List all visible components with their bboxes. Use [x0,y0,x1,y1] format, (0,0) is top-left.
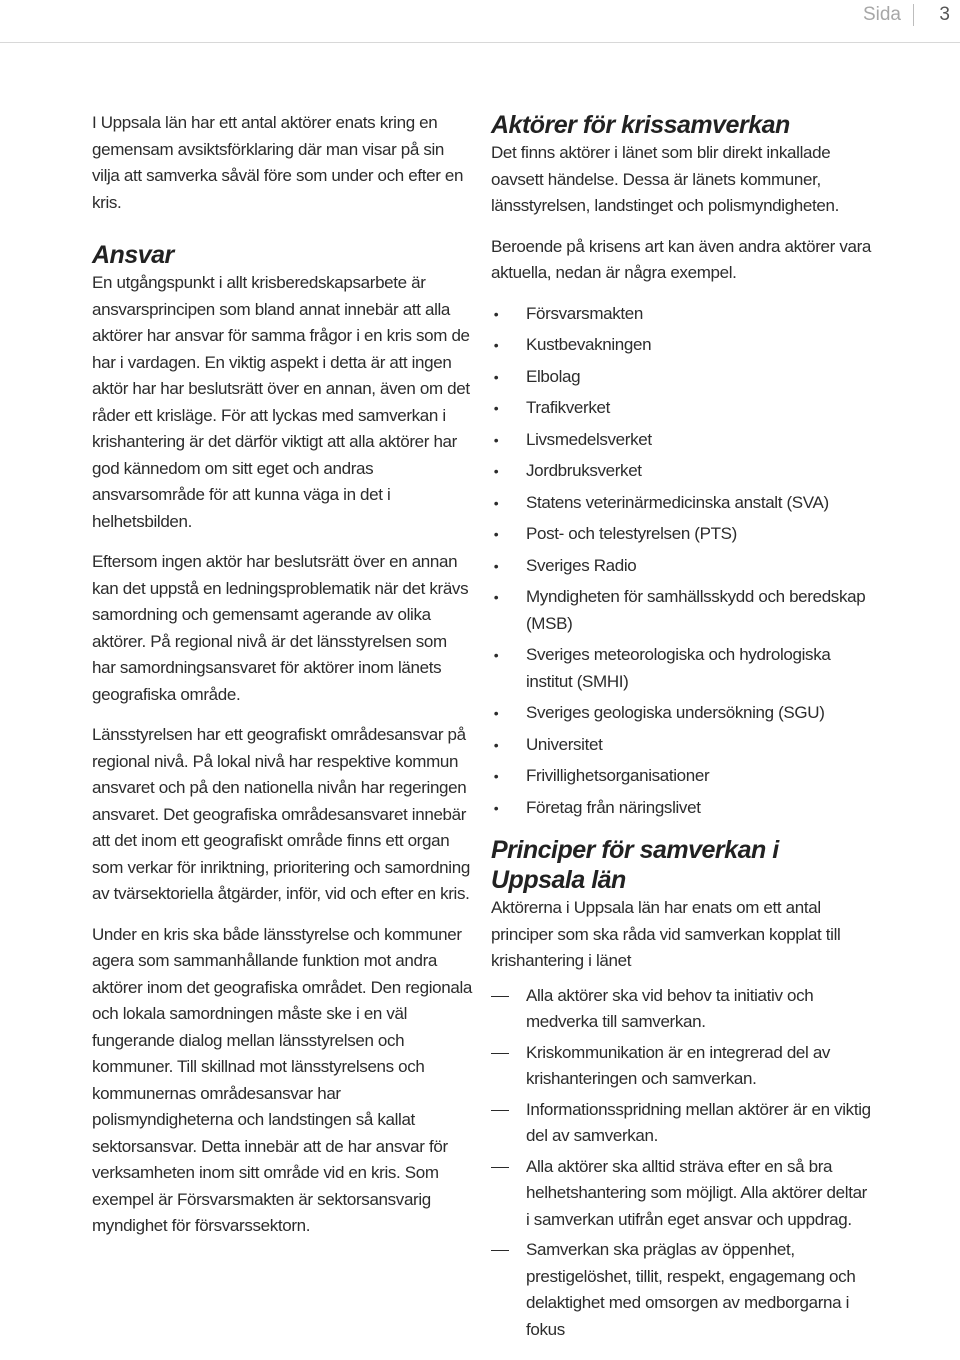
actor-list-item [491,700,871,727]
actor-label: Jordbruksverket [526,461,642,480]
principer-paragraph: Aktörerna i Uppsala län har enats om ett antal principer som ska råda vid samverkan kopplat till krishantering i länet [491,898,841,970]
actor-label: Trafikverket [526,398,610,417]
actor-list-item [491,642,871,695]
principle-text: Kriskommunikation är en integrerad del av krishanteringen och samverkan. [526,1042,831,1088]
actor-label: Sveriges geologiska undersökning (SGU) [526,703,825,722]
dash-marker [491,1167,509,1168]
page-label: Sida [863,4,914,26]
principle-text: Alla aktörer ska vid behov ta initiativ och medverka till samverkan. [526,985,814,1031]
aktorer-heading: Aktörer för krissamverkan [491,111,790,139]
page-number: 3 [939,4,950,25]
actor-label: Universitet [526,734,603,754]
actor-label: Myndigheten för samhällsskydd och beredskap (MSB) [526,587,866,633]
principle-text: Samverkan ska präglas av öppenhet, prestigelöshet, tillit, respekt, engagemang och delaktighet med omsorgen av medborgarna i fokus [526,1240,856,1339]
actor-list-item [491,732,871,759]
bullet-marker: • [493,494,499,511]
bullet-marker: • [493,705,499,721]
actor-label: Företag från näringslivet [526,797,701,817]
bullet-marker: • [493,526,499,542]
actor-list-item [491,795,871,822]
dash-marker [491,1053,509,1054]
bullet-marker: • [493,589,499,605]
left-column [92,110,472,1254]
principle-list-item [491,1237,871,1343]
bullet-marker: • [493,337,499,353]
dash-marker [491,996,509,997]
principle-text: Informationsspridning mellan aktörer är en viktig del av samverkan. [526,1099,871,1145]
actor-label: Sveriges Radio [526,555,637,575]
actor-label: Försvarsmakten [526,303,643,323]
actor-list-item [491,763,871,790]
bullet-marker: • [493,647,499,663]
actor-list-item [491,332,871,359]
actor-list-item [491,427,871,454]
actor-label: Elbolag [526,366,581,386]
right-column [491,110,871,1351]
intro-paragraph: I Uppsala län har ett antal aktörer enats kring en gemensam avsiktsförklaring där man visar på sin vilja att samverka såväl före som under och efter en kris. [92,113,464,212]
actor-list-item [491,364,871,391]
bullet-marker: • [493,400,499,416]
actor-list-item [491,584,871,637]
page-header [0,0,960,43]
dash-marker [491,1110,509,1111]
bullet-marker: • [493,463,499,479]
bullet-marker: • [493,431,499,448]
bullet-marker: • [493,368,499,385]
bullet-marker: • [493,768,499,784]
actor-label: Livsmedelsverket [526,429,652,449]
actor-label: Statens veterinärmedicinska anstalt (SVA) [526,492,829,512]
ansvar-heading: Ansvar [92,241,174,269]
bullet-marker: • [493,557,499,574]
principle-list [491,983,871,1344]
actor-list-item [491,395,871,422]
ansvar-paragraph-2: Eftersom ingen aktör har beslutsrätt över en annan kan det uppstå en ledningsproblematik när det krävs samordning och gemensamt agerande av olika aktörer. På regional nivå är det länsstyrelsen som har samordningsansvaret för aktörer inom länets geografiska område. [92,552,469,704]
aktorer-paragraph-2: Beroende på krisens art kan även andra aktörer vara aktuella, nedan är några exempel. [491,236,871,282]
principle-text: Alla aktörer ska alltid sträva efter en så bra helhetshantering som möjligt. Alla aktörer deltar i samverkan utifrån eget ansvar och uppdrag. [526,1156,867,1229]
actor-list-item [491,553,871,580]
aktorer-paragraph-1: Det finns aktörer i länet som blir direkt inkallade oavsett händelse. Dessa är länets kommuner, länsstyrelsen, landstinget och polismyndigheten. [491,143,839,215]
principle-list-item [491,1040,871,1093]
ansvar-paragraph-4: Under en kris ska både länsstyrelse och kommuner agera som sammanhållande funktion mot andra aktörer inom det geografiska området. Den regionala och lokala samordningen måste ske i en väl fungerande dialog mellan länsstyrelsen och kommuner. Till skillnad mot länsstyrelsens och kommunernas områdesansvar har polismyndigheterna och landstingen så kallat sektorsansvar. Detta innebär att de har ansvar för verksamheten inom sitt område vid en kris. Som exempel är Försvarsmakten är sektorsansvarig myndighet för försvarssektorn. [92,924,472,1235]
bullet-marker: • [493,736,499,753]
actor-label: Sveriges meteorologiska och hydrologiska institut (SMHI) [526,645,831,691]
bullet-marker: • [493,305,499,322]
actor-label: Frivillighetsorganisationer [526,766,710,785]
bullet-marker: • [493,799,499,816]
dash-marker [491,1250,509,1251]
actor-list-item [491,458,871,485]
actor-list-item [491,490,871,517]
actor-label: Kustbevakningen [526,335,652,354]
ansvar-paragraph-1: En utgångspunkt i allt krisberedskapsarbete är ansvarsprincipen som bland annat innebär att alla aktörer har ansvar för samma frågor i en kris som de har i vardagen. En viktig aspekt i detta är att ingen aktör har har beslutsrätt över en annan, även om det råder ett krisläge. För att lyckas med samverkan i krishantering är det därför viktigt att alla aktörer har god kännedom om sitt eget och andras ansvarsområde för att kunna väga in det i helhetsbilden. [92,273,470,531]
principle-list-item [491,983,871,1036]
principer-heading: Principer för samverkan i Uppsala län [491,836,779,894]
actor-list-item [491,521,871,548]
ansvar-paragraph-3: Länsstyrelsen har ett geografiskt områdesansvar på regional nivå. På lokal nivå har respektive kommun ansvaret och på den nationella nivån har regeringen ansvaret. Det geografiska områdesansvaret innebär att det inom ett geografiskt område finns ett organ som verkar för inriktning, prioritering och samordning av tvärsektoriella åtgärder, inför, vid och efter en kris. [92,725,470,903]
actor-label: Post- och telestyrelsen (PTS) [526,524,737,543]
principle-list-item [491,1097,871,1150]
actor-list [491,301,871,822]
principle-list-item [491,1154,871,1234]
actor-list-item [491,301,871,328]
